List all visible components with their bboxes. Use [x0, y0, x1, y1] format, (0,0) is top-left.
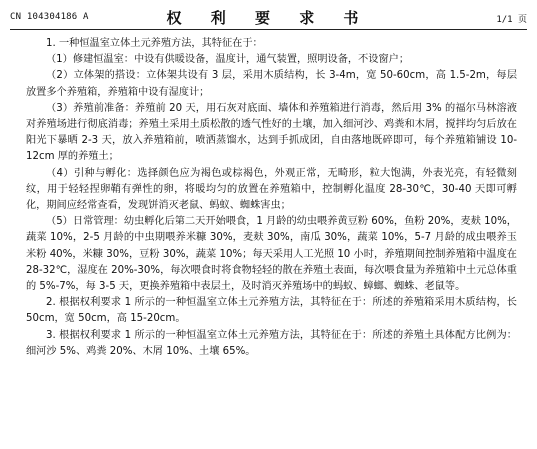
claim-1-step-3: （3）养殖前准备：养殖前 20 天，用石灰对底面、墙体和养殖箱进行消毒，然后用 3% 的福尔马林溶液对养殖场进行彻底消毒；养殖土采用土质松散的透气性好的土壤，加入细河沙、鸡粪和木屑，搅拌均匀后放在阳光下暴晒 2-3 天，放入养殖箱前，喷洒蒸馏水，达到手抓成团，自由落地既碎即可，每个养殖箱铺设 10-12cm 厚的养殖土； — [26, 102, 517, 163]
claim-1-intro: 1. 一种恒温室立体土元养殖方法，其特征在于： — [46, 38, 263, 49]
claim-1-step-4: （4）引种与孵化：选择颜色应为褐色或棕褐色，外观正常，无畸形，粒大饱满，外表光亮，有轻微刻纹，用于轻轻捏卵鞘有弹性的卵，将暖均匀的放置在养殖箱中，控制孵化温度 28-30℃，30-40 天即可孵化，期间应经常查看，发现饼消灭老鼠、蚂蚁、蜘蛛害虫； — [26, 167, 517, 212]
claim-1-step-5: （5）日常管理：幼虫孵化后第二天开始喂食，1 月龄的幼虫喂养黄豆粉 60%，鱼粉 20%，麦麸 10%，蔬菜 10%，2-5 月龄的中虫期喂养米糠 30%，麦麸 30%，南瓜 30%，蔬菜 10%，5-7 月龄的成虫喂养玉米粉 40%，米糠 30%，豆粉 30%，蔬菜 10%；每天采用人工光照 10 小时，养殖期间控制养殖箱中温度在 28-32℃，湿度在 20%-30%，每次喂食时将食物轻轻的散在养殖土表面，每次喂食量为养殖箱中土元总体重的 5%-7%，每 3-5 天，更换养殖箱中表层土，及时消灭养殖场中的蚂蚁、蟑螂、蜘蛛、老鼠等。 — [26, 216, 517, 293]
header-rule — [10, 29, 527, 30]
page-title: 权 利 要 求 书 — [166, 9, 371, 27]
claim-1-step-1: （1）修建恒温室：中设有供暖设备，温度计，通气装置，照明设备，不设窗户； — [46, 54, 410, 66]
claim-1-step-2: （2）立体架的搭设：立体架共设有 3 层，采用木质结构，长 3-4m，宽 50-60cm，高 1.5-2m，每层放置多个养殖箱，养殖箱中设有湿度计； — [26, 70, 517, 98]
claim-2: 2. 根据权利要求 1 所示的一种恒温室立体土元养殖方法，其特征在于：所述的养殖箱采用木质结构，长 50cm，宽 50cm，高 15-20cm。 — [26, 297, 517, 325]
page-header — [10, 6, 527, 28]
claim-3: 3. 根据权利要求 1 所示的一种恒温室立体土元养殖方法，其特征在于：所述的养殖土具体配方比例为：细河沙 5%、鸡粪 20%、木屑 10%、土壤 65%。 — [26, 329, 517, 357]
page-number: 1/1 页 — [496, 15, 527, 25]
publication-number: CN 104304186 A — [10, 12, 89, 22]
claims-body — [26, 36, 517, 360]
